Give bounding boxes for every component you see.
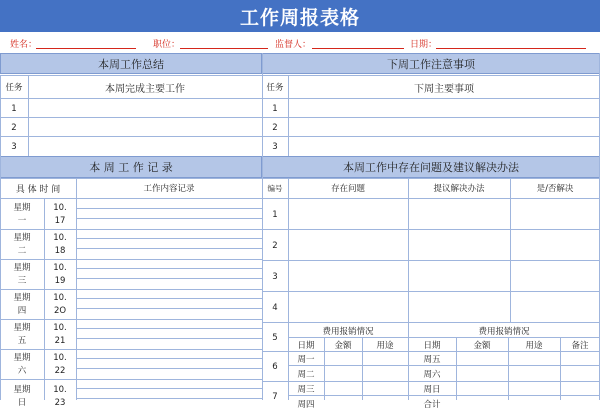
position-field[interactable] [180, 48, 268, 49]
date-label: 日期： [410, 40, 438, 50]
name-label: 姓名： [10, 40, 38, 50]
issue-no: 2 [272, 240, 278, 251]
record-time-col: 具 体 时 间 [15, 184, 61, 195]
next-row-no: 3 [272, 141, 278, 152]
summary-task-col: 任务 [5, 83, 23, 93]
expense-day: 周六 [423, 369, 441, 380]
expense-header: 日期 [297, 341, 315, 351]
next-main-col: 下周主要事项 [414, 83, 474, 95]
supervisor-label: 监督人： [275, 40, 312, 50]
next-task-col: 任务 [266, 83, 284, 93]
issue-no: 5 [272, 332, 278, 343]
summary-row-no: 2 [11, 122, 17, 133]
summary-row-no: 3 [11, 141, 17, 152]
record-content-col: 工作内容记录 [143, 184, 195, 194]
issue-no: 1 [272, 209, 278, 220]
report-title: 工作周报表格 [0, 0, 600, 32]
issue-no: 3 [272, 271, 278, 282]
expense-header: 金额 [334, 341, 352, 351]
expense-header: 备注 [571, 341, 589, 351]
expense-day: 周二 [297, 369, 315, 380]
expense-header: 金额 [473, 341, 491, 351]
expense-day: 合计 [423, 399, 441, 410]
issue-no: 6 [272, 362, 278, 372]
issues-header: 本周工作中存在问题及建议解决办法 [262, 156, 600, 178]
next-row-no: 1 [272, 103, 278, 114]
issues-suggest-col: 提议解决办法 [433, 184, 485, 194]
name-field[interactable] [36, 48, 136, 49]
record-header: 本 周 工 作 记 录 [0, 156, 262, 178]
expense-day: 周五 [423, 354, 441, 365]
info-row [0, 32, 600, 52]
expense-header: 用途 [376, 341, 394, 351]
expense-day: 周日 [423, 384, 441, 395]
supervisor-field[interactable] [312, 48, 404, 49]
issue-no: 4 [272, 302, 278, 313]
record-day: 星期 日 [13, 385, 31, 408]
record-date: 10. 17 [53, 203, 67, 226]
next-row-no: 2 [272, 122, 278, 133]
expense-day: 周三 [297, 384, 315, 395]
next-week-header: 下周工作注意事项 [262, 53, 600, 74]
record-day: 星期 一 [13, 203, 31, 226]
summary-header: 本周工作总结 [0, 53, 262, 74]
record-date: 10. 23 [53, 385, 67, 408]
record-day: 星期 四 [13, 293, 31, 316]
record-date: 10. 21 [53, 323, 67, 346]
expense-day: 周四 [297, 399, 315, 410]
summary-main-col: 本周完成主要工作 [105, 83, 185, 95]
record-date: 10. 22 [53, 353, 67, 376]
record-day: 星期 三 [13, 263, 31, 286]
record-date: 10. 19 [53, 263, 67, 286]
record-day: 星期 二 [13, 233, 31, 256]
expense-header: 用途 [525, 341, 543, 351]
record-date: 10. 2O [53, 293, 67, 316]
expense-title-right: 费用报销情况 [478, 326, 530, 337]
summary-row-no: 1 [11, 103, 17, 114]
record-day: 星期 六 [13, 353, 31, 376]
expense-title-left: 费用报销情况 [322, 326, 374, 337]
issues-resolved-col: 是/否解决 [536, 184, 574, 194]
record-date: 10. 18 [53, 233, 67, 256]
position-label: 职位： [153, 40, 181, 50]
expense-day: 周一 [297, 354, 315, 365]
expense-header: 日期 [423, 341, 441, 351]
issues-no-col: 编号 [267, 183, 283, 193]
date-field[interactable] [436, 48, 586, 49]
issue-no: 7 [272, 392, 278, 402]
issues-problem-col: 存在问题 [330, 184, 365, 194]
record-day: 星期 五 [13, 323, 31, 346]
